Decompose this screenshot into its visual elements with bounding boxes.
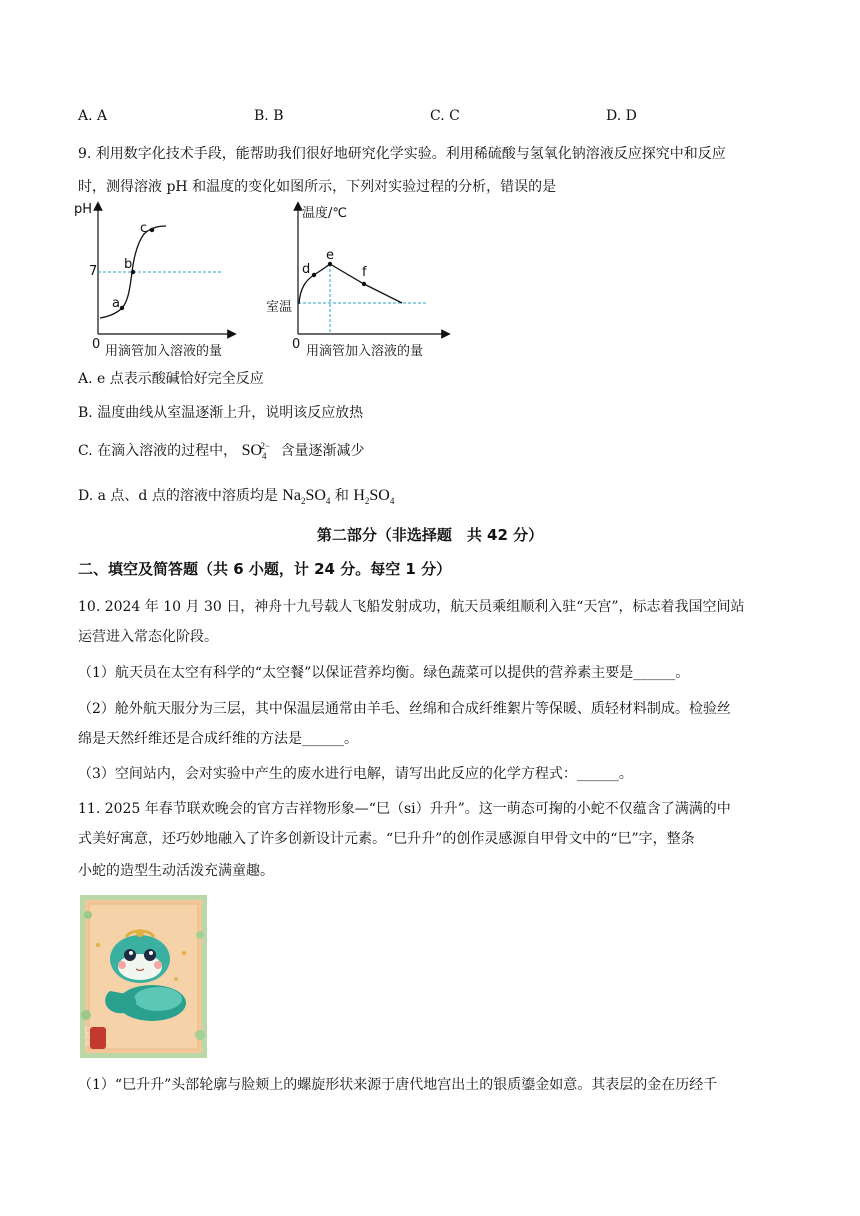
q9-option-c-pre: C. 在滴入溶液的过程中， (78, 443, 238, 459)
ph-x-label: 用滴管加入溶液的量 (105, 344, 223, 359)
ph-point-a (120, 306, 124, 310)
q10-line1: 10. 2024 年 10 月 30 日，神舟十九号载人飞船发射成功，航天员乘组顺利入驻“天宫”，标志着我国空间站 (78, 599, 745, 615)
h2so4-formula: $H_2SO_4$ (353, 487, 395, 507)
q9-option-d-pre: D. a 点、d 点的溶液中溶质均是 (78, 488, 278, 504)
temp-point-d (312, 273, 316, 277)
q11-sub1: （1）“巳升升”头部轮廓与脸颊上的螺旋形状来源于唐代地宫出土的银质鎏金如意。其表层的金在历经千 (78, 1077, 718, 1093)
ph-point-c-label: c (140, 221, 148, 236)
ph-ref-label: 7 (89, 264, 98, 279)
q8-option-a: A. A (78, 108, 108, 124)
ph-point-a-label: a (112, 296, 120, 311)
sulfate-ion-formula: $SO_4^{2-}$ (241, 440, 271, 462)
q8-option-b: B. B (254, 108, 284, 124)
temp-point-f-label: f (362, 265, 367, 280)
q10-sub3: （3）空间站内，会对实验中产生的废水进行电解，请写出此反应的化学方程式：______。 (78, 766, 633, 782)
q8-option-d: D. D (606, 108, 637, 124)
na2so4-formula: $Na_2SO_4$ (282, 487, 331, 507)
q9-option-c-post: 含量逐渐减少 (280, 443, 365, 459)
q11-line2: 式美好寓意，还巧妙地融入了许多创新设计元素。“巳升升”的创作灵感源自甲骨文中的“巳”字，整条 (78, 831, 695, 847)
q11-line3: 小蛇的造型生动活泼充满童趣。 (78, 863, 274, 879)
temp-point-e-label: e (326, 248, 334, 263)
q9-option-a: A. e 点表示酸碱恰好完全反应 (78, 371, 264, 387)
part2-title: 第二部分（非选择题 共 42 分） (316, 526, 544, 544)
q10-line2: 运营进入常态化阶段。 (78, 629, 218, 645)
q11-line1: 11. 2025 年春节联欢晚会的官方吉祥物形象—“巳（si）升升”。这一萌态可掬的小蛇不仅蕴含了满满的中 (78, 801, 731, 817)
q9-stem-line2: 时，测得溶液 pH 和温度的变化如图所示，下列对实验过程的分析，错误的是 (78, 179, 557, 195)
mascot-seal-text: 巳升升 (84, 1027, 91, 1048)
ph-point-c (150, 228, 154, 232)
ph-point-b-label: b (124, 257, 133, 272)
temp-point-d-label: d (302, 262, 311, 277)
temp-y-label: 温度/℃ (302, 206, 347, 221)
q9-stem-line1: 9. 利用数字化技术手段，能帮助我们很好地研究化学实验。利用稀硫酸与氢氧化钠溶液反应探究中和反应 (78, 146, 726, 162)
q8-option-c: C. C (430, 108, 460, 124)
q10-sub2-line1: （2）舱外航天服分为三层，其中保温层通常由羊毛、丝绵和合成纤维絮片等保暖、质轻材料制成。检验丝 (78, 701, 731, 717)
mascot-image (80, 895, 207, 1058)
ph-y-label: pH (74, 202, 93, 217)
q10-sub2-line2: 绵是天然纤维还是合成纤维的方法是______。 (78, 731, 358, 747)
temp-point-f (362, 282, 366, 286)
q9-option-d-mid: 和 (334, 488, 349, 504)
q9-option-c (78, 440, 365, 461)
section2-title: 二、填空及简答题（共 6 小题，计 24 分。每空 1 分） (78, 560, 452, 578)
q9-option-d (78, 485, 394, 506)
ph-graph (72, 198, 242, 360)
q9-option-b: B. 温度曲线从室温逐渐上升，说明该反应放热 (78, 405, 364, 421)
q10-sub1: （1）航天员在太空有科学的“太空餐”以保证营养均衡。绿色蔬菜可以提供的营养素主要是______。 (78, 665, 690, 681)
ph-origin: 0 (92, 337, 101, 352)
temp-x-label: 用滴管加入溶液的量 (306, 344, 424, 359)
temp-ref-label: 室温 (266, 300, 293, 315)
temp-graph (286, 198, 456, 360)
temp-origin: 0 (292, 337, 301, 352)
